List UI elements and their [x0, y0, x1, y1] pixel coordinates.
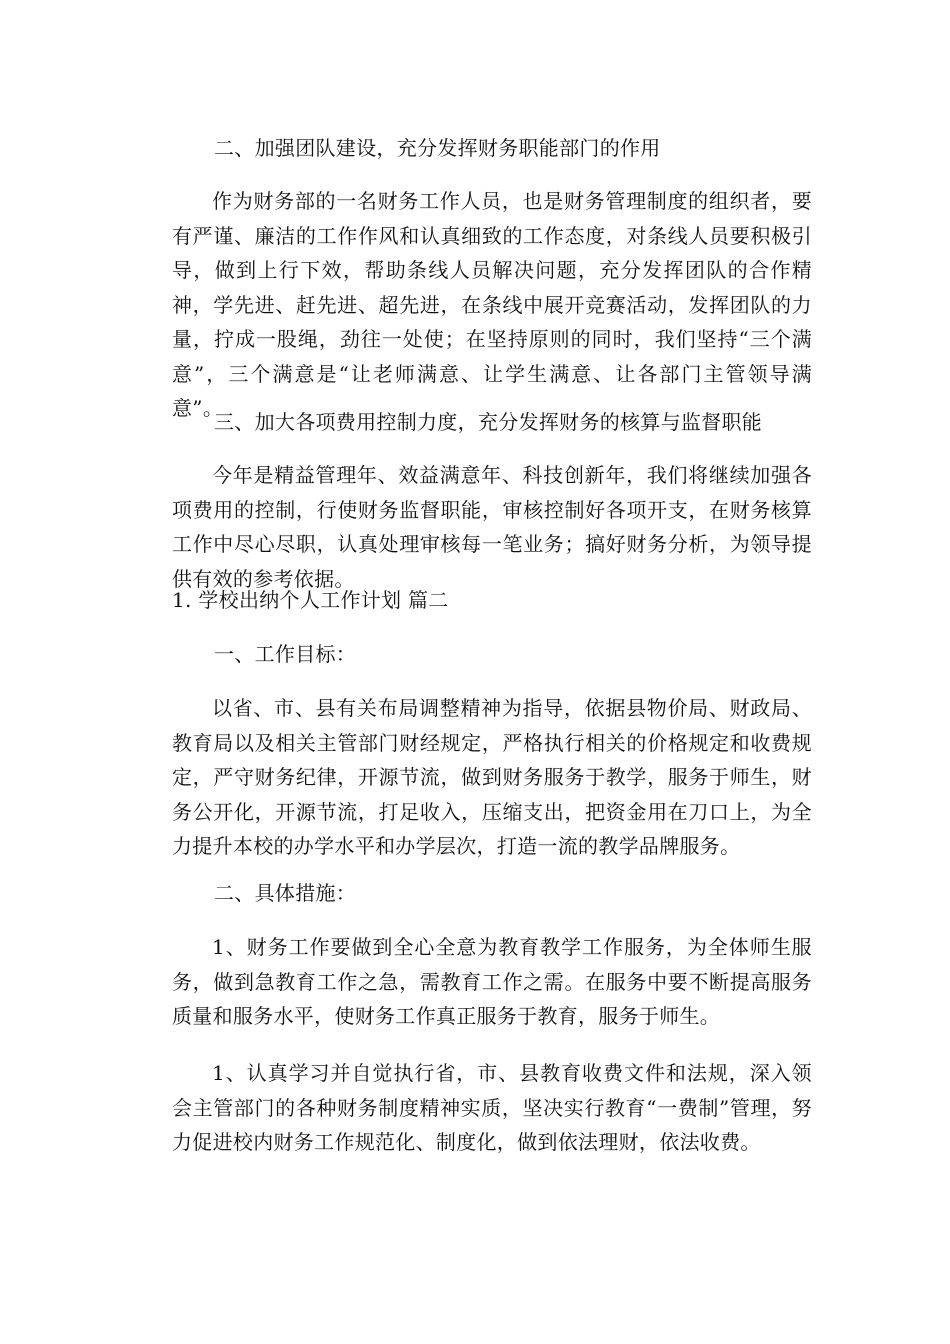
paragraph-work-goals: 以省、市、县有关布局调整精神为指导，依据县物价局、财政局、教育局以及相关主管部门财经规定，严格执行相关的价格规定和收费规定，严守财务纪律，开源节流，做到财务服务于教学，服务于师生，财务公开化，开源节流，打足收入，压缩支出，把资金用在刀口上，为全力提升本校的办学水平和办学层次，打造一流的教学品牌服务。 — [172, 696, 812, 858]
paragraph-cost-control: 今年是精益管理年、效益满意年、科技创新年，我们将继续加强各项费用的控制，行使财务监督职能，审核控制好各项开支，在财务核算工作中尽心尽职，认真处理审核每一笔业务；搞好财务分析，为领导提供有效的参考依据。 — [172, 463, 812, 591]
paragraph-team-building: 作为财务部的一名财务工作人员，也是财务管理制度的组织者，要有严谨、廉洁的工作作风和认真细致的工作态度，对条线人员要积极引导，做到上行下效，帮助条线人员解决问题，充分发挥团队的合作精神，学先进、赶先进、超先进，在条线中展开竞赛活动，发挥团队的力量，拧成一股绳，劲往一处使；在坚持原则的同时，我们坚持“三个满意”，三个满意是“让老师满意、让学生满意、让各部门主管领导满意”。 — [172, 189, 812, 420]
section-heading-team-building: 二、加强团队建设，充分发挥财务职能部门的作用 — [214, 136, 661, 160]
paragraph-measure-service: 1、财务工作要做到全心全意为教育教学工作服务，为全体师生服务，做到急教育工作之急，需教育工作之需。在服务中要不断提高服务质量和服务水平，使财务工作真正服务于教育，服务于师生。 — [172, 935, 812, 1028]
section-heading-measures: 二、具体措施： — [214, 881, 357, 905]
article-title-part-two: 1. 学校出纳个人工作计划 篇二 — [172, 588, 449, 612]
paragraph-measure-regulations: 1、认真学习并自觉执行省，市、县教育收费文件和法规，深入领会主管部门的各种财务制度精神实质，坚决实行教育“一费制”管理，努力促进校内财务工作规范化、制度化，做到依法理财，依法收费。 — [172, 1061, 812, 1154]
section-heading-cost-control: 三、加大各项费用控制力度，充分发挥财务的核算与监督职能 — [214, 410, 763, 434]
section-heading-work-goals: 一、工作目标： — [214, 642, 357, 666]
